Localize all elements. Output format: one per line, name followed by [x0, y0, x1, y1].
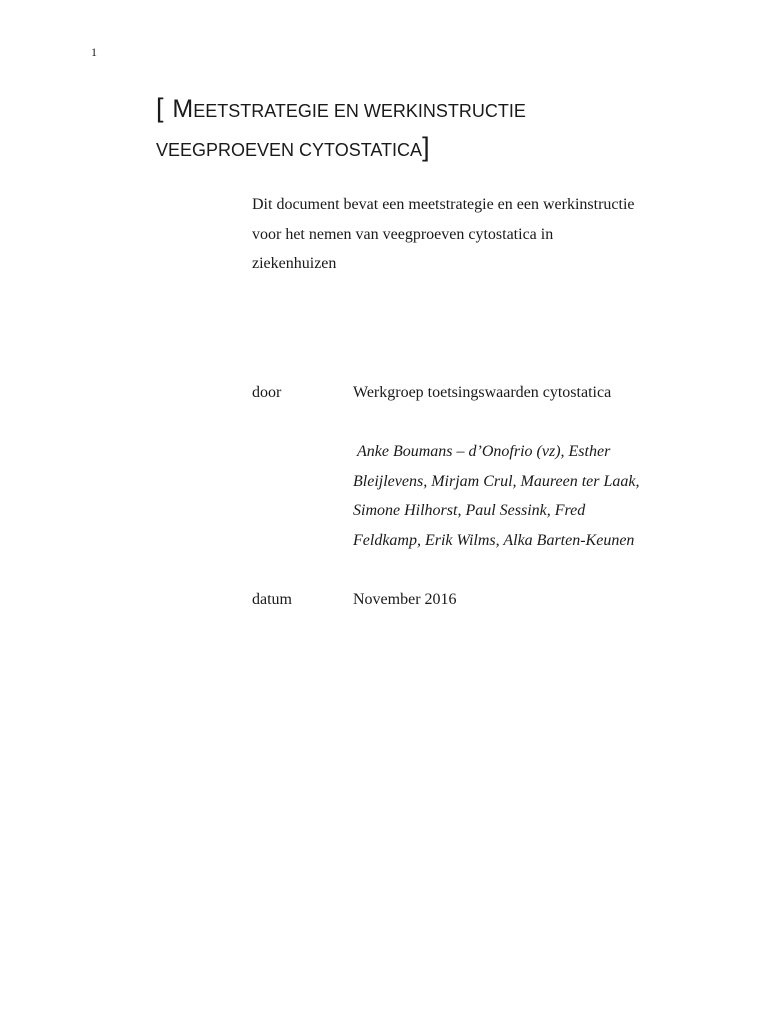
- title-close-bracket: ]: [422, 132, 430, 162]
- author-list-line-3: Simone Hilhorst, Paul Sessink, Fred: [353, 502, 586, 519]
- description-line-2: voor het nemen van veegproeven cytostatica in: [252, 225, 554, 243]
- document-description: [252, 190, 697, 279]
- document-date: November 2016: [353, 591, 457, 608]
- title-line-2: [156, 127, 696, 163]
- author-list-line-4: Feldkamp, Erik Wilms, Alka Barten-Keunen: [353, 531, 635, 549]
- author-label: door: [252, 384, 282, 401]
- date-label: datum: [252, 591, 292, 608]
- title-open-bracket: [: [156, 93, 164, 123]
- author-list: [353, 437, 693, 555]
- page-number: 1: [91, 45, 97, 59]
- working-group-name: Werkgroep toetsingswaarden cytostatica: [353, 384, 612, 401]
- title-line-2-text: VEEGPROEVEN CYTOSTATICA: [156, 140, 423, 160]
- document-title: [156, 88, 696, 163]
- title-line-1: [156, 88, 696, 124]
- author-list-line-1: Anke Boumans – d’Onofrio (vz), Esther: [357, 443, 611, 460]
- description-line-3: ziekenhuizen: [252, 255, 337, 272]
- title-line-1-text: EETSTRATEGIE EN WERKINSTRUCTIE: [193, 101, 526, 121]
- title-initial-letter: M: [172, 95, 194, 123]
- description-line-1: Dit document bevat een meetstrategie en een werkinstructie: [252, 196, 635, 213]
- author-list-line-2: Bleijlevens, Mirjam Crul, Maureen ter Laak,: [353, 472, 640, 490]
